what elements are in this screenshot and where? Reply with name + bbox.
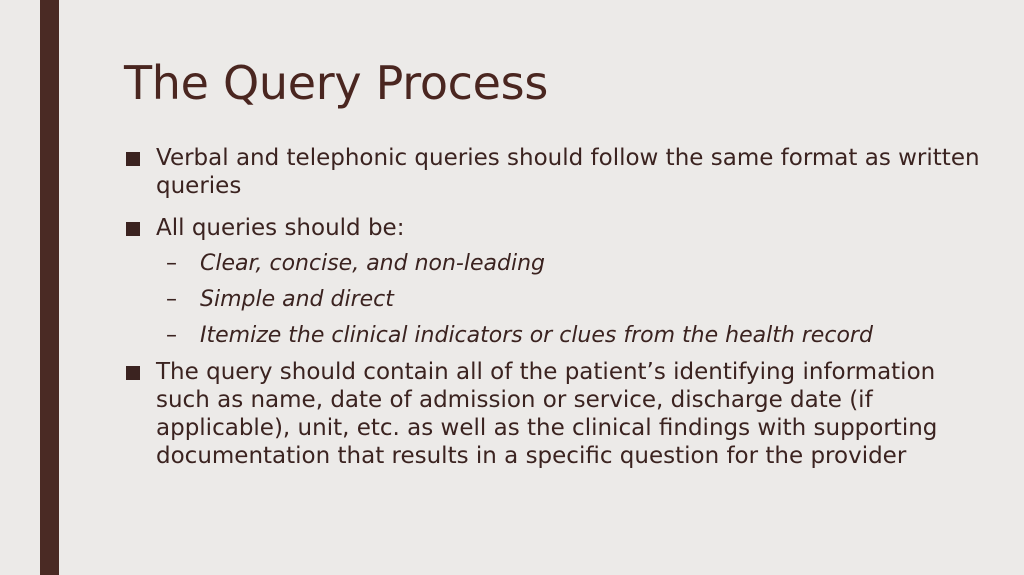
sub-bullet-item [126,322,986,350]
accent-side-bar [40,0,59,575]
square-bullet-icon [126,222,140,236]
square-bullet-icon [126,366,140,380]
dash-bullet-icon: – [166,287,177,312]
sub-bullet-list [126,250,986,350]
sub-bullet-text: Simple and direct [200,287,394,312]
sub-bullet-text: Clear, concise, and non-leading [200,251,545,276]
dash-bullet-icon: – [166,251,177,276]
slide-content [126,144,986,484]
square-bullet-icon [126,152,140,166]
bullet-text: All queries should be: [156,215,405,241]
dash-bullet-icon: – [166,323,177,348]
bullet-text: The query should contain all of the patient’s identifying information such as name, date of admission or service, discharge date (if applicable), unit, etc. as well as the clinical findings with supporting documentation that results in a specific question for the provider [156,359,938,469]
sub-bullet-text: Itemize the clinical indicators or clues from the health record [200,323,873,348]
bullet-item [126,214,986,242]
slide-title: The Query Process [124,56,548,110]
bullet-text: Verbal and telephonic queries should follow the same format as written queries [156,145,980,199]
sub-bullet-item [126,286,986,314]
bullet-item [126,358,986,470]
bullet-item [126,144,986,200]
sub-bullet-item [126,250,986,278]
